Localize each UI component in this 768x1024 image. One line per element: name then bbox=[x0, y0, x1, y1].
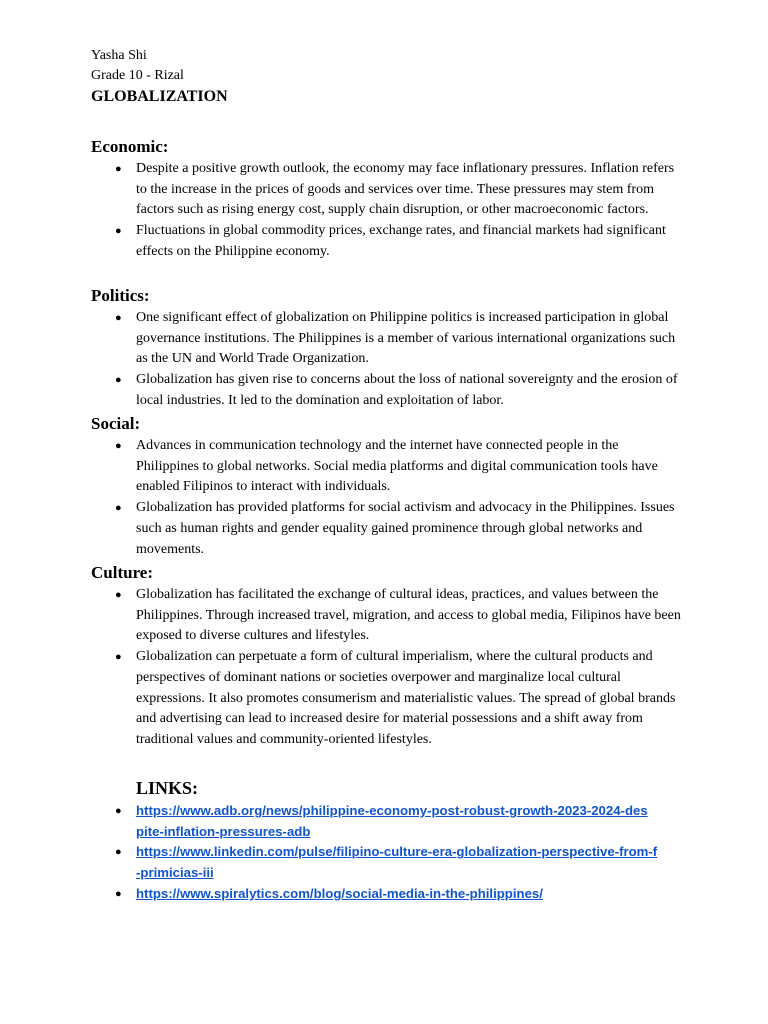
list-item-text: One significant effect of globalization on Philippine politics is increased participation in global governance institutions. The Philippines is a member of various international organizations such as the UN and World Trade Organization. bbox=[136, 310, 676, 367]
economic-list bbox=[91, 159, 691, 263]
bullet-icon: ● bbox=[115, 805, 122, 817]
bullet-icon: ● bbox=[115, 651, 122, 664]
document-header bbox=[91, 46, 691, 108]
link-list-item bbox=[91, 842, 681, 883]
section-politics bbox=[91, 286, 691, 412]
grade-section: Grade 10 - Rizal bbox=[91, 68, 184, 83]
list-item bbox=[91, 159, 681, 221]
list-item bbox=[91, 585, 681, 647]
social-list bbox=[91, 436, 691, 560]
list-item bbox=[91, 498, 681, 560]
list-item-text: Globalization has provided platforms for social activism and advocacy in the Philippines. Issues such as human rights and gender equality gained prominence through global networks and movements. bbox=[136, 500, 675, 557]
culture-list bbox=[91, 585, 691, 751]
bullet-icon: ● bbox=[115, 225, 122, 238]
link-spiralytics[interactable] bbox=[136, 886, 543, 901]
list-item bbox=[91, 647, 681, 751]
section-economic bbox=[91, 137, 691, 263]
list-item bbox=[91, 436, 681, 498]
author-name: Yasha Shi bbox=[91, 48, 147, 63]
link-adb[interactable] bbox=[136, 803, 648, 839]
section-heading-culture: Culture: bbox=[91, 563, 154, 582]
bullet-icon: ● bbox=[115, 440, 122, 452]
bullet-icon: ● bbox=[115, 589, 122, 601]
list-item-text: Fluctuations in global commodity prices, exchange rates, and financial markets had significant effects on the Philippine economy. bbox=[136, 223, 666, 259]
list-item bbox=[91, 308, 681, 370]
bullet-icon: ● bbox=[115, 502, 122, 515]
link-adb-line2: pite-inflation-pressures-adb bbox=[136, 823, 311, 839]
list-item-text: Despite a positive growth outlook, the economy may face inflationary pressures. Inflation refers to the increase in the prices of goods and services over time. These pressures may stem from factors such as rising energy cost, supply chain disruption, or other macroeconomic factors. bbox=[136, 161, 675, 218]
bullet-icon: ● bbox=[115, 887, 122, 900]
link-linkedin-line2: -primicias-iii bbox=[136, 865, 214, 881]
links-heading: LINKS: bbox=[136, 778, 199, 798]
list-item-text: Globalization has given rise to concerns about the loss of national sovereignty and the erosion of local industries. It led to the domination and exploitation of labor. bbox=[136, 372, 678, 408]
section-social bbox=[91, 414, 691, 560]
bullet-icon: ● bbox=[115, 846, 122, 859]
document-title: GLOBALIZATION bbox=[91, 88, 228, 105]
section-heading-politics: Politics: bbox=[91, 286, 150, 305]
link-linkedin-line1: https://www.linkedin.com/pulse/filipino-culture-era-globalization-perspective-from-f bbox=[136, 844, 658, 860]
list-item-text: Globalization can perpetuate a form of cultural imperialism, where the cultural products and perspectives of dominant nations or societies overpower and marginalize local cultural expressions. It also promotes consumerism and materialistic values. The spread of global brands and advertising can lead to increased desire for material possessions and a shift away from traditional values and community-oriented lifestyles. bbox=[136, 649, 676, 747]
list-item-text: Advances in communication technology and the internet have connected people in the Philippines to global networks. Social media platforms and digital communication tools have enabled Filipinos to interact with individuals. bbox=[136, 438, 658, 495]
links-list bbox=[91, 801, 691, 905]
links-section bbox=[91, 801, 691, 905]
section-heading-social: Social: bbox=[91, 414, 141, 433]
bullet-icon: ● bbox=[115, 163, 122, 175]
list-item bbox=[91, 370, 681, 411]
link-spiralytics-line1: https://www.spiralytics.com/blog/social-media-in-the-philippines/ bbox=[136, 885, 543, 901]
link-linkedin[interactable] bbox=[136, 844, 657, 880]
list-item-text: Globalization has facilitated the exchange of cultural ideas, practices, and values between the Philippines. Through increased travel, migration, and access to global media, Filipinos have been exposed to diverse cultures and lifestyles. bbox=[136, 587, 681, 644]
section-culture bbox=[91, 563, 691, 751]
list-item bbox=[91, 221, 681, 262]
bullet-icon: ● bbox=[115, 312, 122, 324]
link-adb-line1: https://www.adb.org/news/philippine-economy-post-robust-growth-2023-2024-des bbox=[136, 803, 648, 818]
link-list-item bbox=[91, 884, 681, 905]
section-heading-economic: Economic: bbox=[91, 137, 169, 156]
bullet-icon: ● bbox=[115, 374, 122, 387]
politics-list bbox=[91, 308, 691, 412]
link-list-item bbox=[91, 801, 681, 842]
